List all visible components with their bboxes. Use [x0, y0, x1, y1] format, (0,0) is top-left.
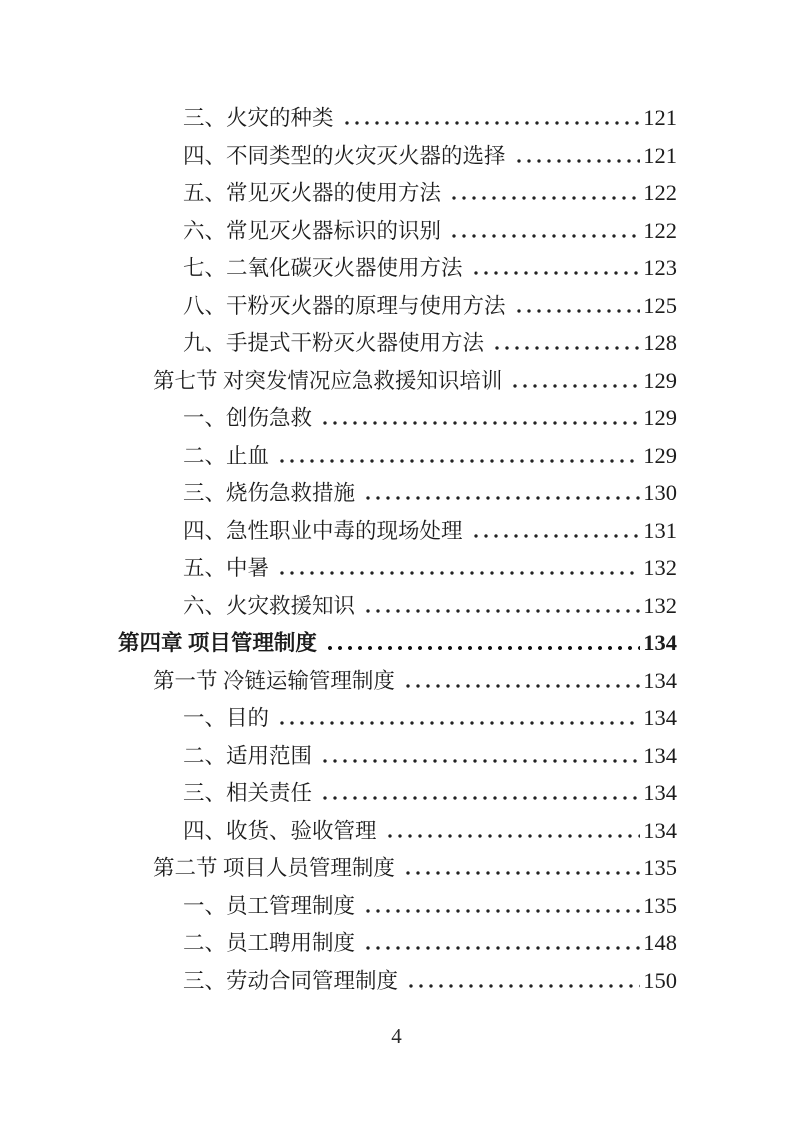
toc-entry[interactable] [118, 549, 677, 587]
toc-entry-title: 第一节 冷链运输管理制度 [153, 668, 395, 693]
toc-entry-title: 四、急性职业中毒的现场处理 [183, 518, 463, 543]
toc-entry[interactable] [118, 137, 677, 175]
toc-entry-page: 134 [643, 630, 677, 655]
toc-entry-title: 八、干粉灭火器的原理与使用方法 [183, 293, 506, 318]
toc-entry[interactable] [118, 812, 677, 850]
toc-entry[interactable] [118, 399, 677, 437]
toc-entry-page: 129 [643, 405, 677, 430]
toc-entry-title: 六、常见灭火器标识的识别 [183, 218, 442, 243]
toc-entry-page: 134 [643, 667, 677, 693]
dot-leader [403, 871, 640, 875]
toc-entry-page: 123 [643, 255, 677, 280]
dot-leader [403, 684, 640, 688]
toc-entry[interactable] [118, 287, 677, 325]
toc-entry-page: 131 [643, 517, 677, 543]
toc-entry-page: 121 [643, 142, 677, 168]
toc-entry-title: 三、烧伤急救措施 [183, 481, 356, 505]
dot-leader [363, 609, 640, 613]
toc-entry-title: 三、相关责任 [183, 781, 313, 805]
toc-entry-page: 135 [643, 855, 677, 880]
toc-entry-title: 第七节 对突发情况应急救援知识培训 [153, 368, 503, 393]
dot-leader [471, 534, 641, 538]
toc-entry-page: 148 [643, 930, 677, 955]
dot-leader [363, 496, 640, 500]
dot-leader [510, 384, 640, 388]
toc-entry-title: 二、止血 [183, 443, 270, 468]
dot-leader [277, 721, 640, 725]
toc-entry-page: 122 [643, 217, 677, 243]
dot-leader [342, 121, 641, 125]
toc-entry-page: 134 [643, 817, 677, 843]
toc-entry-page: 135 [643, 892, 677, 918]
toc-entry[interactable] [118, 962, 677, 1000]
dot-leader [320, 759, 640, 763]
toc-entry[interactable] [118, 849, 677, 887]
toc-entry-title: 四、收货、验收管理 [183, 818, 377, 843]
toc-entry-page: 129 [643, 442, 677, 468]
dot-leader [320, 796, 640, 800]
toc-entry[interactable] [118, 924, 677, 962]
toc-entry-title: 五、中暑 [183, 556, 270, 580]
dot-leader [514, 159, 641, 163]
toc-entry[interactable] [118, 212, 677, 250]
toc-entry-title: 三、火灾的种类 [183, 106, 334, 130]
toc-entry-title: 一、目的 [183, 706, 270, 730]
toc-entry-title: 七、二氧化碳灭火器使用方法 [183, 256, 463, 280]
toc-entry-title: 第四章 项目管理制度 [118, 631, 317, 655]
toc-entry-title: 五、常见灭火器的使用方法 [183, 181, 442, 205]
toc-entry-title: 一、创伤急救 [183, 406, 313, 430]
toc-entry[interactable] [118, 737, 677, 775]
toc-entry[interactable] [118, 774, 677, 812]
toc-entry-page: 122 [643, 180, 677, 205]
dot-leader [277, 571, 640, 575]
toc-entry[interactable] [118, 887, 677, 925]
toc-list [118, 99, 677, 999]
toc-entry-page: 134 [643, 742, 677, 768]
toc-entry-title: 三、劳动合同管理制度 [183, 968, 399, 993]
toc-entry-page: 128 [643, 330, 677, 355]
dot-leader [277, 459, 640, 463]
toc-entry-title: 一、员工管理制度 [183, 893, 356, 918]
toc-entry-page: 130 [643, 480, 677, 505]
toc-entry[interactable] [118, 662, 677, 700]
dot-leader [385, 834, 641, 838]
toc-entry-title: 六、火灾救援知识 [183, 593, 356, 618]
toc-entry[interactable] [118, 474, 677, 512]
toc-entry-page: 134 [643, 780, 677, 805]
toc-entry-page: 129 [643, 367, 677, 393]
dot-leader [363, 909, 640, 913]
toc-entry[interactable] [118, 324, 677, 362]
toc-entry[interactable] [118, 174, 677, 212]
dot-leader [449, 196, 640, 200]
dot-leader [406, 984, 640, 988]
toc-entry-page: 132 [643, 592, 677, 618]
toc-entry-title: 第二节 项目人员管理制度 [153, 856, 395, 880]
toc-entry-page: 125 [643, 292, 677, 318]
toc-entry-page: 150 [643, 967, 677, 993]
dot-leader [320, 421, 640, 425]
dot-leader [471, 271, 641, 275]
dot-leader [363, 946, 640, 950]
toc-entry-title: 四、不同类型的火灾灭火器的选择 [183, 143, 506, 168]
toc-entry[interactable] [118, 99, 677, 137]
toc-entry[interactable] [118, 699, 677, 737]
toc-entry[interactable] [118, 437, 677, 475]
toc-entry[interactable] [118, 624, 677, 662]
toc-entry-page: 121 [643, 105, 677, 130]
dot-leader [449, 234, 640, 238]
toc-entry-title: 九、手提式干粉灭火器使用方法 [183, 331, 485, 355]
toc-entry-title: 二、适用范围 [183, 743, 313, 768]
toc-entry[interactable] [118, 249, 677, 287]
toc-entry[interactable] [118, 587, 677, 625]
dot-leader [325, 646, 640, 650]
toc-entry[interactable] [118, 512, 677, 550]
toc-entry-page: 134 [643, 705, 677, 730]
page-number: 4 [391, 1024, 402, 1048]
toc-entry-page: 132 [643, 555, 677, 580]
dot-leader [492, 346, 640, 350]
toc-entry-title: 二、员工聘用制度 [183, 931, 356, 955]
toc-entry[interactable] [118, 362, 677, 400]
dot-leader [514, 309, 641, 313]
